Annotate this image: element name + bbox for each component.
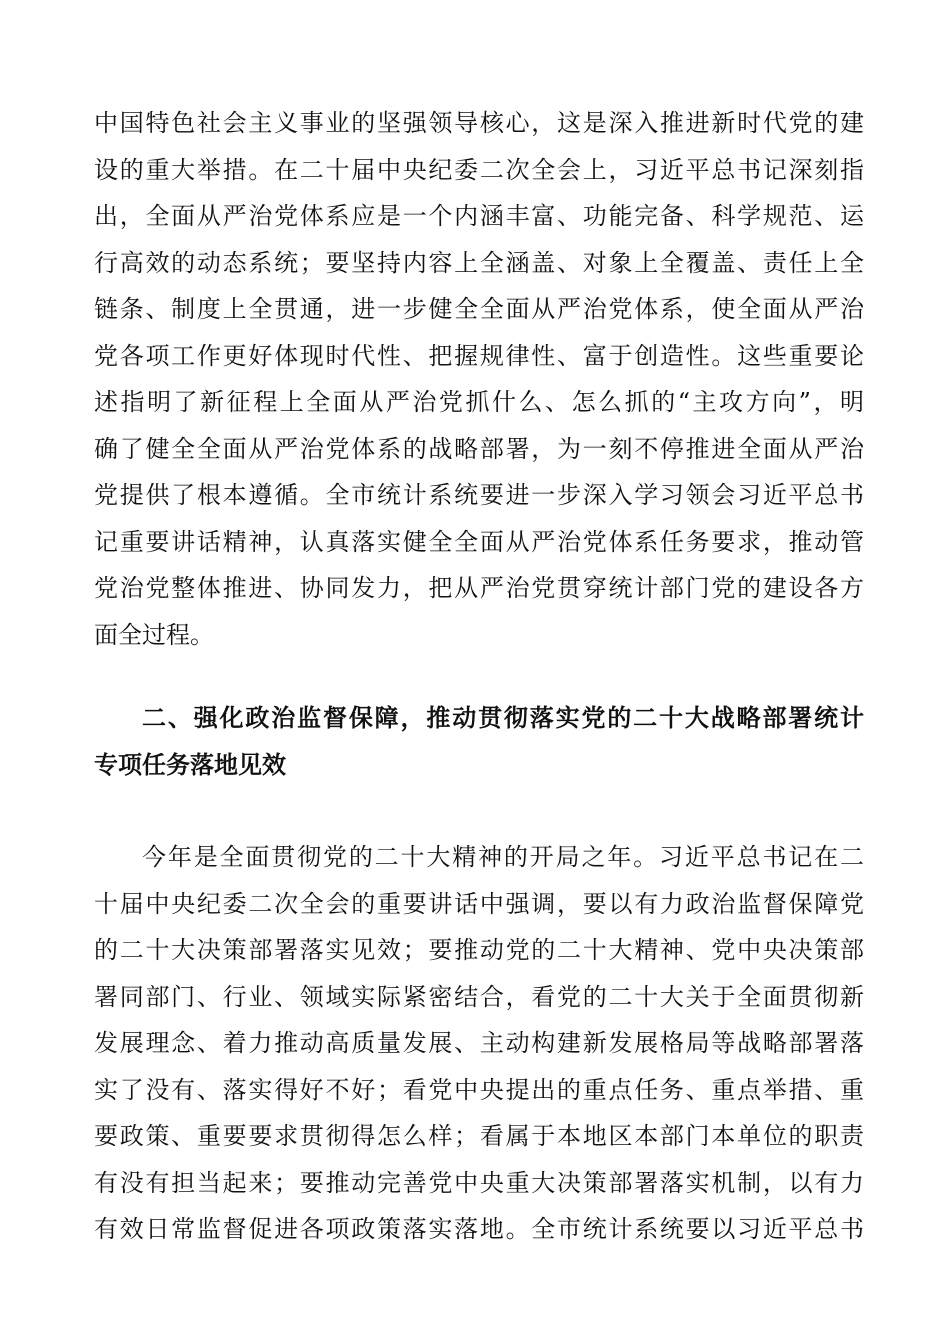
paragraph-line: 十届中央纪委二次全会的重要讲话中强调，要以有力政治监督保障党 bbox=[94, 889, 864, 918]
paragraph-line: 出，全面从严治党体系应是一个内涵丰富、功能完备、科学规范、运 bbox=[94, 202, 864, 230]
paragraph-line: 链条、制度上全贯通，进一步健全全面从严治党体系，使全面从严治 bbox=[94, 295, 864, 323]
paragraph-line: 行高效的动态系统；要坚持内容上全涵盖、对象上全覆盖、责任上全 bbox=[94, 248, 864, 277]
paragraph-3 bbox=[94, 834, 864, 1253]
paragraph-line: 要政策、重要要求贯彻得怎么样；看属于本地区本部门本单位的职责 bbox=[94, 1122, 864, 1150]
paragraph-line: 党各项工作更好体现时代性、把握规律性、富于创造性。这些重要论 bbox=[94, 341, 864, 370]
paragraph-line: 发展理念、着力推动高质量发展、主动构建新发展格局等战略部署落 bbox=[94, 1029, 864, 1057]
heading-line: 二、强化政治监督保障，推动贯彻落实党的二十大战略部署统计 bbox=[142, 704, 864, 732]
paragraph-line: 确了健全全面从严治党体系的战略部署，为一刻不停推进全面从严治 bbox=[94, 434, 864, 463]
paragraph-line: 有效日常监督促进各项政策落实落地。全市统计系统要以习近平总书 bbox=[94, 1215, 864, 1243]
paragraph-line: 署同部门、行业、领域实际紧密结合，看党的二十大关于全面贯彻新 bbox=[94, 982, 864, 1011]
paragraph-line: 实了没有、落实得好不好；看党中央提出的重点任务、重点举措、重 bbox=[94, 1075, 864, 1104]
paragraph-line: 今年是全面贯彻党的二十大精神的开局之年。习近平总书记在二 bbox=[142, 843, 864, 871]
paragraph-line: 设的重大举措。在二十届中央纪委二次全会上，习近平总书记深刻指 bbox=[94, 155, 864, 184]
paragraph-line: 党提供了根本遵循。全市统计系统要进一步深入学习领会习近平总书 bbox=[94, 481, 864, 509]
paragraph-line: 记重要讲话精神，认真落实健全全面从严治党体系任务要求，推动管 bbox=[94, 527, 864, 556]
paragraph-line: 的二十大决策部署落实见效；要推动党的二十大精神、党中央决策部 bbox=[94, 936, 864, 964]
paragraph-line: 面全过程。 bbox=[94, 620, 214, 649]
paragraph-1 bbox=[94, 100, 864, 658]
paragraph-line: 述指明了新征程上全面从严治党抓什么、怎么抓的“主攻方向”，明 bbox=[94, 388, 864, 416]
section-heading-2 bbox=[94, 695, 864, 788]
heading-line: 专项任务落地见效 bbox=[94, 750, 286, 779]
paragraph-line: 党治党整体推进、协同发力，把从严治党贯穿统计部门党的建设各方 bbox=[94, 574, 864, 602]
paragraph-line: 有没有担当起来；要推动完善党中央重大决策部署落实机制，以有力 bbox=[94, 1168, 864, 1197]
paragraph-line: 中国特色社会主义事业的坚强领导核心，这是深入推进新时代党的建 bbox=[94, 109, 864, 137]
